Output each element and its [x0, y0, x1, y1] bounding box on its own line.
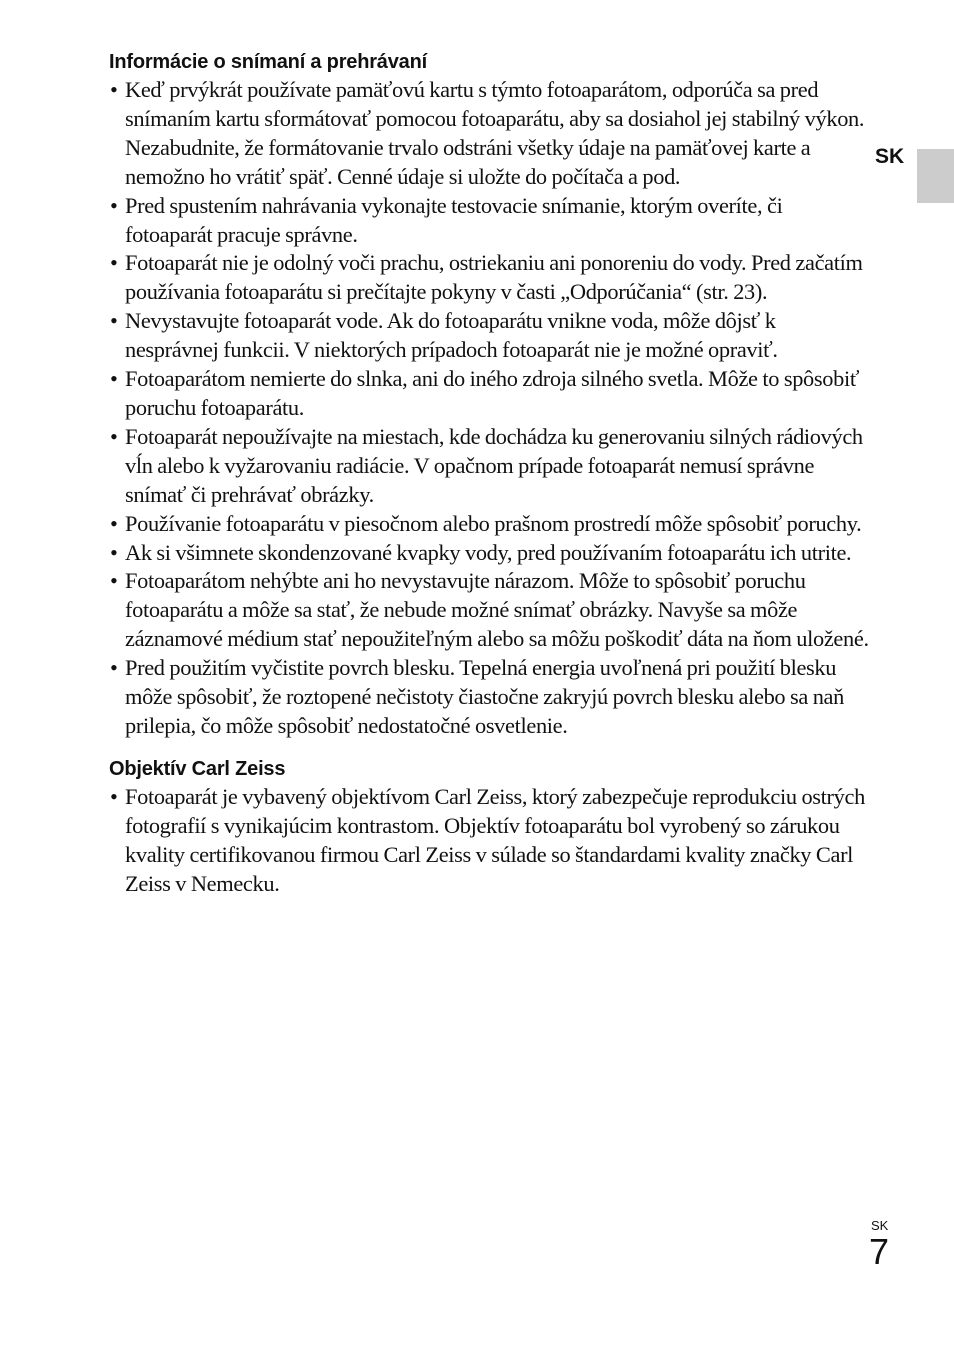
list-item — [109, 76, 869, 192]
section-heading-carl-zeiss-lens: Objektív Carl Zeiss — [109, 757, 286, 780]
list-item-text: Fotoaparát nie je odolný voči prachu, ostriekaniu ani ponoreniu do vody. Pred začatím používania fotoaparátu si prečítajte pokyny v časti „Odporúčania“ (str. 23). — [125, 250, 863, 305]
bullet-icon: • — [110, 655, 118, 681]
bullet-icon: • — [110, 539, 118, 565]
bullet-icon: • — [110, 423, 118, 449]
list-item — [109, 567, 869, 654]
list-item — [109, 365, 869, 423]
list-item-text: Pred spustením nahrávania vykonajte testovacie snímanie, ktorým overíte, či fotoaparát pracuje správne. — [125, 192, 783, 247]
list-item-text: Fotoaparátom nehýbte ani ho nevystavujte nárazom. Môže to spôsobiť poruchu fotoaparátu a môže sa stať, že nebude možné snímať obrázky. Navyše sa môže záznamové médium stať nepoužiteľným alebo sa môžu poškodiť dáta na ňom uložené. — [125, 568, 869, 652]
list-item-text: Používanie fotoaparátu v piesočnom alebo prašnom prostredí môže spôsobiť poruchy. — [125, 510, 862, 536]
list-item — [109, 192, 869, 250]
list-item-text: Pred použitím vyčistite povrch blesku. Tepelná energia uvoľnená pri použití blesku môže spôsobiť, že roztopené nečistoty čiastočne zakryjú povrch blesku alebo sa naň prilepia, čo môže spôsobiť nedostatočné osvetlenie. — [125, 655, 844, 738]
list-item — [109, 539, 869, 568]
bullet-icon: • — [110, 510, 118, 536]
list-item-text: Keď prvýkrát používate pamäťovú kartu s týmto fotoaparátom, odporúča sa pred snímaním kartu sformátovať pomocou fotoaparátu, aby sa dosiahol jej stabilný výkon. Nezabudnite, že formátovanie trvalo odstráni všetky údaje na pamäťovej karte a nemožno ho vrátiť späť. Cenné údaje si uložte do počítača a pod. — [125, 77, 865, 189]
list-item — [109, 783, 869, 899]
list-item-text: Ak si všimnete skondenzované kvapky vody, pred používaním fotoaparátu ich utrite. — [125, 539, 852, 565]
bullet-icon: • — [110, 366, 118, 392]
list-item-text: Nevystavujte fotoaparát vode. Ak do fotoaparátu vnikne voda, môže dôjsť k nesprávnej funkcii. V niektorých prípadoch fotoaparát nie je možné opraviť. — [125, 308, 778, 363]
list-item-text: Fotoaparát je vybavený objektívom Carl Zeiss, ktorý zabezpečuje reprodukciu ostrých fotografií s vynikajúcim kontrastom. Objektív fotoaparátu bol vyrobený so zárukou kvality certifikovanou firmou Carl Zeiss v súlade so štandardami kvality značky Carl Zeiss v Nemecku. — [125, 783, 865, 896]
bullet-icon: • — [110, 568, 118, 594]
list-item-text: Fotoaparát nepoužívajte na miestach, kde dochádza ku generovaniu silných rádiových vĺn alebo k vyžarovaniu radiácie. V opačnom prípade fotoaparát nemusí správne snímať či prehrávať obrázky. — [125, 423, 863, 507]
list-item — [109, 249, 869, 307]
page-number: 7 — [869, 1231, 890, 1272]
carl-zeiss-list — [109, 783, 869, 899]
bullet-icon: • — [110, 308, 118, 334]
bullet-icon: • — [110, 77, 118, 102]
list-item-text: Fotoaparátom nemierte do slnka, ani do iného zdroja silného svetla. Môže to spôsobiť poruchu fotoaparátu. — [125, 366, 860, 420]
list-item — [109, 423, 869, 510]
page-content — [109, 48, 869, 898]
bullet-icon: • — [110, 783, 118, 809]
list-item — [109, 307, 869, 365]
recording-playback-list — [109, 76, 869, 741]
language-tab-label: SK — [875, 145, 905, 168]
section-heading-recording-playback: Informácie o snímaní a prehrávaní — [109, 51, 427, 73]
list-item — [109, 654, 869, 741]
list-item — [109, 510, 869, 539]
bullet-icon: • — [110, 250, 118, 276]
footer-language-label: SK — [871, 1218, 889, 1233]
language-tab-marker — [917, 149, 954, 203]
bullet-icon: • — [110, 192, 118, 218]
